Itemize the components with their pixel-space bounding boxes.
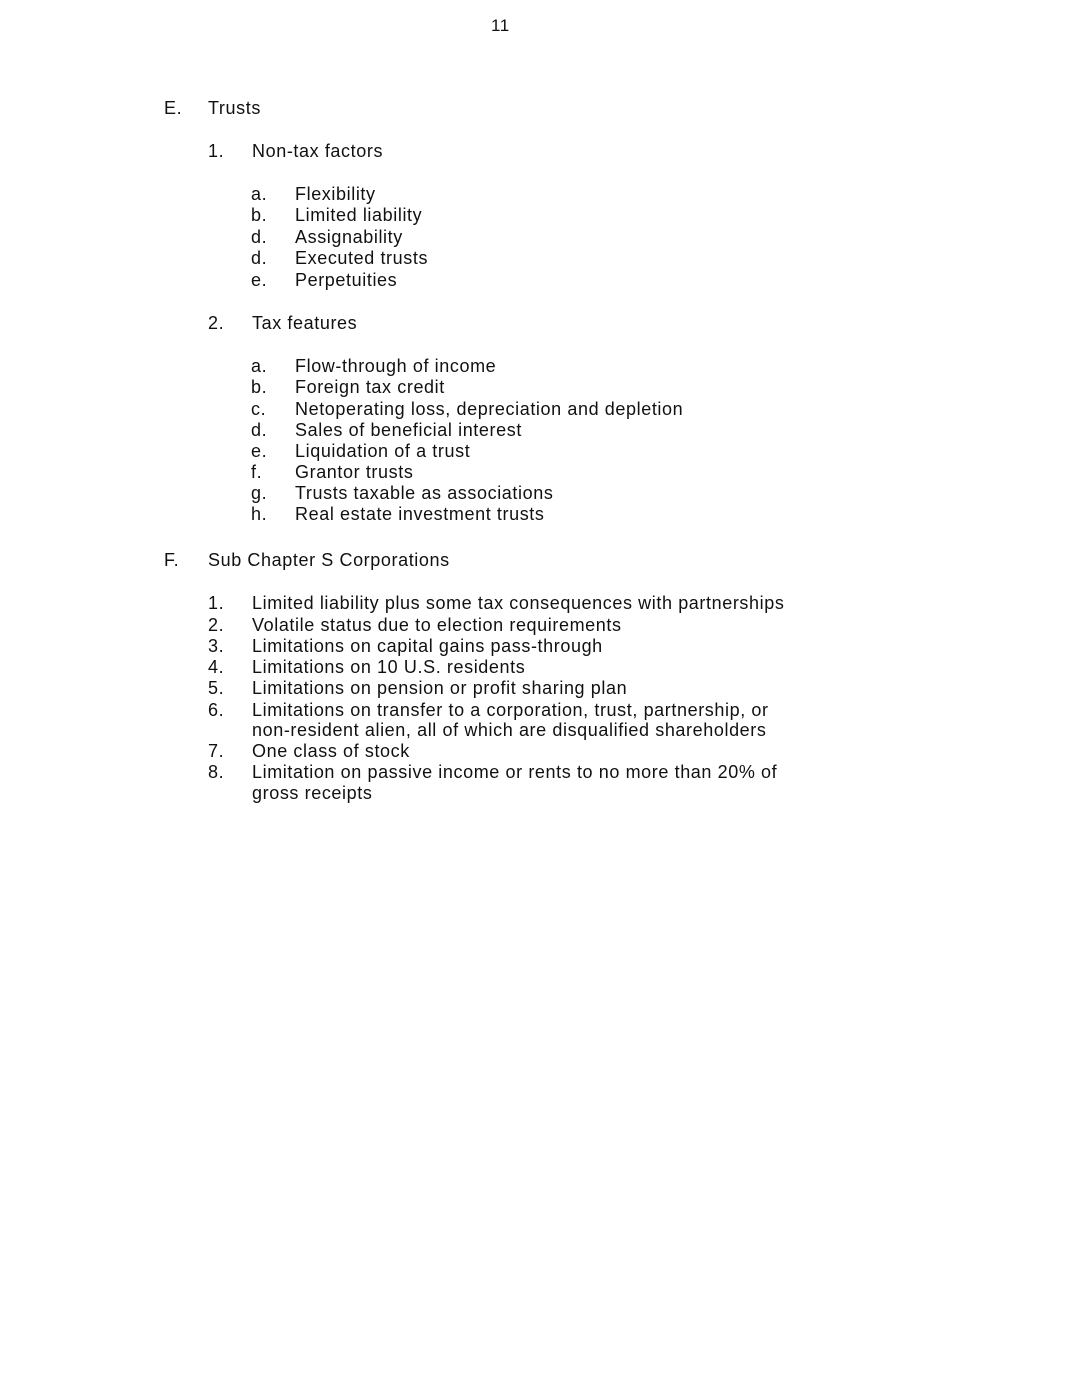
item-text: Flow-through of income xyxy=(295,356,497,376)
item-label: 4. xyxy=(208,657,225,677)
item-label: h. xyxy=(251,504,268,524)
item-label: f. xyxy=(251,462,263,482)
page-number: 11 xyxy=(491,16,510,35)
item-text: Assignability xyxy=(295,227,403,247)
subsection-label: 1. xyxy=(208,141,225,161)
subsection-title: Non-tax factors xyxy=(252,141,384,161)
item-label: e. xyxy=(251,270,268,290)
section-title: Trusts xyxy=(208,98,261,118)
item-text: Sales of beneficial interest xyxy=(295,420,522,440)
item-text: Grantor trusts xyxy=(295,462,414,482)
item-text: Volatile status due to election requirements xyxy=(252,615,622,635)
item-text: Perpetuities xyxy=(295,270,398,290)
section-label: E. xyxy=(164,98,183,118)
item-text: Limitation on passive income or rents to no more than 20% of xyxy=(252,762,778,782)
item-text: Limited liability plus some tax consequences with partnerships xyxy=(252,593,785,613)
subsection-title: Tax features xyxy=(252,313,358,333)
item-text: Trusts taxable as associations xyxy=(295,483,554,503)
item-label: 5. xyxy=(208,678,225,698)
item-label: b. xyxy=(251,377,268,397)
item-text: One class of stock xyxy=(252,741,410,761)
item-label: e. xyxy=(251,441,268,461)
item-text: Netoperating loss, depreciation and depletion xyxy=(295,399,684,419)
item-text: Liquidation of a trust xyxy=(295,441,471,461)
item-label: 8. xyxy=(208,762,225,782)
item-text-continuation: gross receipts xyxy=(252,783,373,803)
item-text: Real estate investment trusts xyxy=(295,504,545,524)
item-label: d. xyxy=(251,248,268,268)
item-label: g. xyxy=(251,483,268,503)
item-text: Limitations on transfer to a corporation, trust, partnership, or xyxy=(252,700,769,720)
item-label: 2. xyxy=(208,615,225,635)
item-label: 6. xyxy=(208,700,225,720)
item-text-continuation: non-resident alien, all of which are disqualified shareholders xyxy=(252,720,767,740)
item-label: 1. xyxy=(208,593,225,613)
item-text: Flexibility xyxy=(295,184,376,204)
item-label: a. xyxy=(251,184,268,204)
item-label: c. xyxy=(251,399,267,419)
item-text: Limitations on pension or profit sharing plan xyxy=(252,678,628,698)
section-title: Sub Chapter S Corporations xyxy=(208,550,450,570)
item-label: d. xyxy=(251,420,268,440)
item-label: 7. xyxy=(208,741,225,761)
subsection-label: 2. xyxy=(208,313,225,333)
item-text: Executed trusts xyxy=(295,248,429,268)
item-text: Limited liability xyxy=(295,205,423,225)
item-label: d. xyxy=(251,227,268,247)
item-label: a. xyxy=(251,356,268,376)
section-label: F. xyxy=(164,550,180,570)
item-text: Limitations on capital gains pass-through xyxy=(252,636,603,656)
item-label: 3. xyxy=(208,636,225,656)
item-label: b. xyxy=(251,205,268,225)
item-text: Foreign tax credit xyxy=(295,377,445,397)
item-text: Limitations on 10 U.S. residents xyxy=(252,657,526,677)
